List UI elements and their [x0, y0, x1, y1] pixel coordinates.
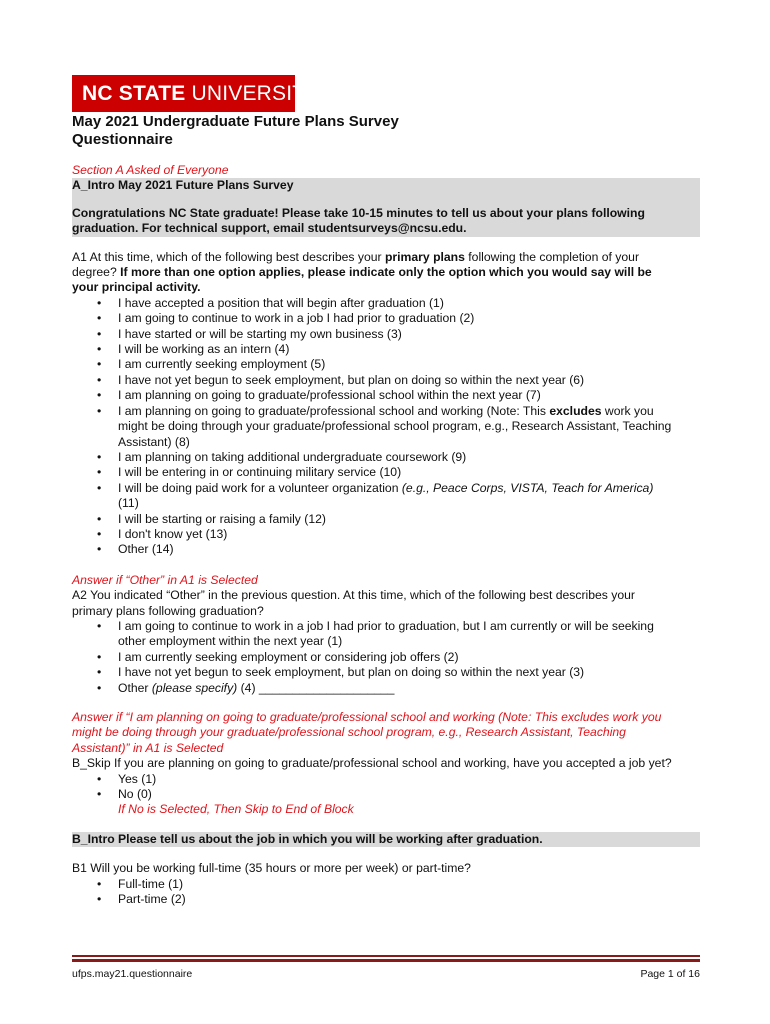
b1-option-full-time[interactable]: • Full-time (1) — [72, 877, 700, 892]
a1-options — [72, 296, 700, 558]
a-intro-header: A_Intro May 2021 Future Plans Survey — [72, 178, 700, 193]
a1-question-line3: your principal activity. — [72, 280, 201, 295]
a1-option-14[interactable]: • Other (14) — [72, 542, 700, 557]
a1-option-4[interactable]: • I will be working as an intern (4) — [72, 342, 700, 357]
a1-option-12[interactable]: • I will be starting or raising a family (12) — [72, 512, 700, 527]
page-title: May 2021 Undergraduate Future Plans Survey Questionnaire — [72, 113, 399, 148]
question-a1 — [72, 250, 700, 558]
page-content — [72, 112, 700, 907]
a1-option-10[interactable]: • I will be entering in or continuing military service (10) — [72, 465, 700, 480]
a2-option-3[interactable]: • I have not yet begun to seek employment, but plan on doing so within the next year (3) — [72, 665, 700, 680]
a1-option-8[interactable]: • I am planning on going to graduate/professional school and working (Note: This excludes work you might be doing through your graduate/professional school program, e.g., Research Assistant, Teaching Assistant) (8) — [72, 404, 700, 450]
logo-bold-text: NC STATE — [82, 81, 186, 105]
a2-options — [72, 619, 700, 696]
logo-light-text: UNIVERSITY — [191, 81, 320, 105]
question-b-skip — [72, 710, 700, 818]
a2-option-2[interactable]: • I am currently seeking employment or considering job offers (2) — [72, 650, 700, 665]
a1-option-2[interactable]: • I am going to continue to work in a job I had prior to graduation (2) — [72, 311, 700, 326]
bskip-option-yes[interactable]: • Yes (1) — [72, 772, 700, 787]
a1-option-13[interactable]: • I don't know yet (13) — [72, 527, 700, 542]
bskip-condition-line2: might be doing through your graduate/professional school program, e.g., Research Assistant, Teaching — [72, 725, 626, 740]
a1-option-1[interactable]: • I have accepted a position that will begin after graduation (1) — [72, 296, 700, 311]
nc-state-logo — [72, 75, 320, 112]
shade-spacer — [72, 194, 700, 206]
a1-option-6[interactable]: • I have not yet begun to seek employment, but plan on doing so within the next year (6) — [72, 373, 700, 388]
b1-option-part-time[interactable]: • Part-time (2) — [72, 892, 700, 907]
a2-option-1[interactable]: • I am going to continue to work in a job I had prior to graduation, but I am currently or will be seeking other employment within the next year (1) — [72, 619, 700, 650]
section-a-heading: Section A Asked of Everyone — [72, 163, 229, 177]
footer-page-number: Page 1 of 16 — [640, 968, 700, 980]
bskip-condition-line1: Answer if “I am planning on going to graduate/professional school and working (Note: This excludes work you — [72, 710, 662, 724]
b1-question: B1 Will you be working full-time (35 hours or more per week) or part-time? — [72, 861, 471, 876]
a1-option-11[interactable]: • I will be doing paid work for a volunteer organization (e.g., Peace Corps, VISTA, Teach for America) (11) — [72, 481, 700, 512]
a1-option-9[interactable]: • I am planning on taking additional undergraduate coursework (9) — [72, 450, 700, 465]
congrats-line2: graduation. For technical support, email studentsurveys@ncsu.edu. — [72, 221, 700, 236]
footer-document-name: ufps.may21.questionnaire — [72, 968, 193, 980]
b1-options — [72, 877, 700, 908]
a1-question-line1: A1 At this time, which of the following best describes your primary plans following the completion of your — [72, 249, 640, 264]
bskip-skip-note: If No is Selected, Then Skip to End of Block — [118, 802, 354, 817]
bskip-question: B_Skip If you are planning on going to graduate/professional school and working, have you accepted a job yet? — [72, 756, 672, 771]
question-a2 — [72, 573, 700, 696]
a2-question-line2: primary plans following graduation? — [72, 603, 264, 618]
congrats-line1: Congratulations NC State graduate! Please take 10-15 minutes to tell us about your plans following — [72, 206, 700, 221]
a2-option-4[interactable]: • Other (please specify) (4) ____________________ — [72, 681, 700, 696]
bskip-option-no[interactable]: • No (0) — [72, 787, 700, 802]
a1-option-7[interactable]: • I am planning on going to graduate/professional school within the next year (7) — [72, 388, 700, 403]
b-intro-header: B_Intro Please tell us about the job in which you will be working after graduation. — [72, 832, 700, 847]
question-b1 — [72, 861, 700, 907]
a1-option-3[interactable]: • I have started or will be starting my own business (3) — [72, 327, 700, 342]
a2-condition: Answer if “Other” in A1 is Selected — [72, 572, 258, 587]
bskip-options — [72, 772, 700, 803]
a1-option-5[interactable]: • I am currently seeking employment (5) — [72, 357, 700, 372]
page-footer — [72, 959, 700, 980]
bskip-condition-line3: Assistant)” in A1 is Selected — [72, 740, 224, 755]
a1-question-line2: degree? If more than one option applies, please indicate only the option which you would say will be — [72, 265, 652, 280]
a2-question-line1: A2 You indicated “Other” in the previous question. At this time, which of the following best describes your — [72, 588, 635, 603]
